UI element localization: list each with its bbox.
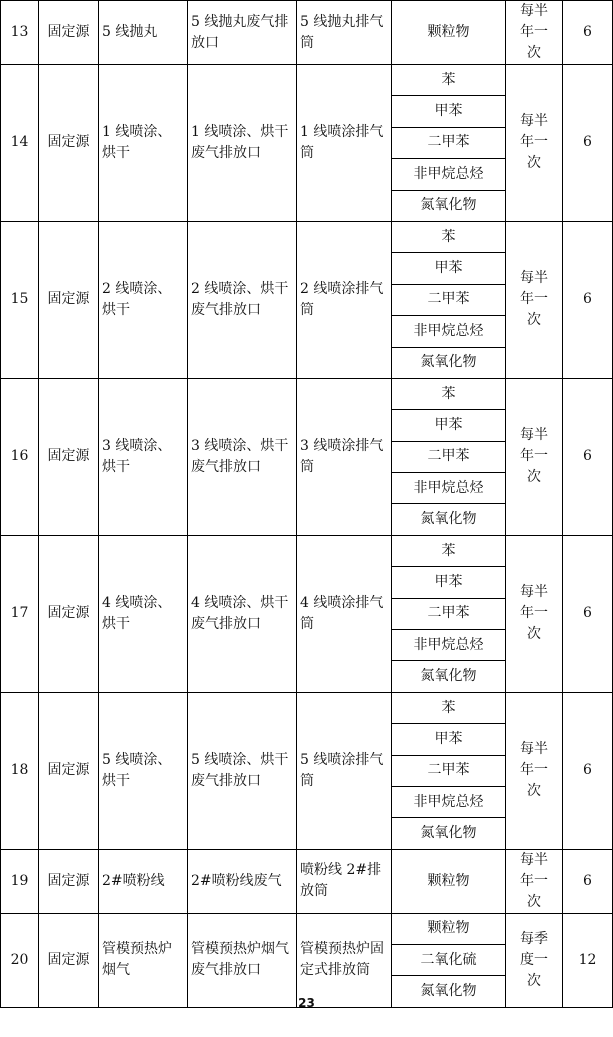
pollutant-cell: 氮氧化物 bbox=[392, 976, 506, 1007]
table-row bbox=[1, 692, 613, 723]
frequency-cell: 每半年一次 bbox=[506, 535, 563, 692]
table-row bbox=[1, 849, 613, 913]
times-cell: 6 bbox=[563, 65, 613, 222]
emission-source-cell: 2 线喷涂、烘干 bbox=[99, 221, 188, 378]
outlet-name-cell: 3 线喷涂、烘干废气排放口 bbox=[188, 378, 297, 535]
outlet-name-cell: 1 线喷涂、烘干废气排放口 bbox=[188, 65, 297, 222]
pollutant-cell: 二甲苯 bbox=[392, 284, 506, 315]
pollutant-cell: 二甲苯 bbox=[392, 598, 506, 629]
times-cell: 12 bbox=[563, 913, 613, 1007]
times-cell: 6 bbox=[563, 378, 613, 535]
source-type-cell: 固定源 bbox=[39, 692, 99, 849]
frequency-cell: 每半年一次 bbox=[506, 221, 563, 378]
row-number-cell: 15 bbox=[1, 221, 39, 378]
row-number-cell: 18 bbox=[1, 692, 39, 849]
times-cell: 6 bbox=[563, 692, 613, 849]
pollutant-cell: 氮氧化物 bbox=[392, 661, 506, 692]
row-number-cell: 13 bbox=[1, 1, 39, 65]
source-type-cell: 固定源 bbox=[39, 535, 99, 692]
pollutant-cell: 氮氧化物 bbox=[392, 818, 506, 849]
source-type-cell: 固定源 bbox=[39, 65, 99, 222]
frequency-cell: 每半年一次 bbox=[506, 378, 563, 535]
pollutant-cell: 非甲烷总烃 bbox=[392, 316, 506, 347]
table-row bbox=[1, 65, 613, 96]
stack-name-cell: 喷粉线 2#排放筒 bbox=[297, 849, 392, 913]
pollutant-cell: 氮氧化物 bbox=[392, 190, 506, 221]
pollutant-cell: 甲苯 bbox=[392, 410, 506, 441]
frequency-cell: 每半年一次 bbox=[506, 849, 563, 913]
emission-source-cell: 5 线喷涂、烘干 bbox=[99, 692, 188, 849]
frequency-cell: 每季度一次 bbox=[506, 913, 563, 1007]
pollutant-cell: 二甲苯 bbox=[392, 755, 506, 786]
pollutant-cell: 颗粒物 bbox=[392, 849, 506, 913]
times-cell: 6 bbox=[563, 535, 613, 692]
outlet-name-cell: 管模预热炉烟气废气排放口 bbox=[188, 913, 297, 1007]
emission-source-cell: 管模预热炉烟气 bbox=[99, 913, 188, 1007]
outlet-name-cell: 2 线喷涂、烘干废气排放口 bbox=[188, 221, 297, 378]
emission-source-cell: 5 线抛丸 bbox=[99, 1, 188, 65]
pollutant-cell: 苯 bbox=[392, 378, 506, 409]
pollutant-cell: 颗粒物 bbox=[392, 1, 506, 65]
stack-name-cell: 2 线喷涂排气筒 bbox=[297, 221, 392, 378]
pollutant-cell: 二甲苯 bbox=[392, 441, 506, 472]
outlet-name-cell: 5 线喷涂、烘干废气排放口 bbox=[188, 692, 297, 849]
table-row bbox=[1, 913, 613, 944]
pollutant-cell: 氮氧化物 bbox=[392, 347, 506, 378]
pollutant-cell: 苯 bbox=[392, 535, 506, 566]
table-body bbox=[1, 1, 613, 1008]
stack-name-cell: 5 线喷涂排气筒 bbox=[297, 692, 392, 849]
stack-name-cell: 4 线喷涂排气筒 bbox=[297, 535, 392, 692]
row-number-cell: 17 bbox=[1, 535, 39, 692]
stack-name-cell: 管模预热炉固定式排放筒 bbox=[297, 913, 392, 1007]
table-row bbox=[1, 378, 613, 409]
pollutant-cell: 二甲苯 bbox=[392, 127, 506, 158]
stack-name-cell: 3 线喷涂排气筒 bbox=[297, 378, 392, 535]
row-number-cell: 20 bbox=[1, 913, 39, 1007]
pollutant-cell: 苯 bbox=[392, 692, 506, 723]
emission-source-cell: 4 线喷涂、烘干 bbox=[99, 535, 188, 692]
source-type-cell: 固定源 bbox=[39, 378, 99, 535]
pollutant-cell: 颗粒物 bbox=[392, 913, 506, 944]
outlet-name-cell: 2#喷粉线废气 bbox=[188, 849, 297, 913]
source-type-cell: 固定源 bbox=[39, 849, 99, 913]
pollutant-cell: 甲苯 bbox=[392, 253, 506, 284]
times-cell: 6 bbox=[563, 1, 613, 65]
pollutant-cell: 氮氧化物 bbox=[392, 504, 506, 535]
pollutant-cell: 非甲烷总烃 bbox=[392, 473, 506, 504]
table-row bbox=[1, 1, 613, 65]
emission-source-cell: 1 线喷涂、烘干 bbox=[99, 65, 188, 222]
times-cell: 6 bbox=[563, 221, 613, 378]
frequency-cell: 每半年一次 bbox=[506, 65, 563, 222]
pollutant-cell: 非甲烷总烃 bbox=[392, 786, 506, 817]
row-number-cell: 14 bbox=[1, 65, 39, 222]
emission-source-cell: 3 线喷涂、烘干 bbox=[99, 378, 188, 535]
pollutant-cell: 非甲烷总烃 bbox=[392, 159, 506, 190]
table-row bbox=[1, 221, 613, 252]
times-cell: 6 bbox=[563, 849, 613, 913]
pollutant-cell: 甲苯 bbox=[392, 567, 506, 598]
outlet-name-cell: 5 线抛丸废气排放口 bbox=[188, 1, 297, 65]
outlet-name-cell: 4 线喷涂、烘干废气排放口 bbox=[188, 535, 297, 692]
stack-name-cell: 5 线抛丸排气筒 bbox=[297, 1, 392, 65]
pollutant-cell: 非甲烷总烃 bbox=[392, 630, 506, 661]
row-number-cell: 19 bbox=[1, 849, 39, 913]
page-number: 23 bbox=[298, 996, 315, 1010]
pollutant-cell: 甲苯 bbox=[392, 724, 506, 755]
emission-source-cell: 2#喷粉线 bbox=[99, 849, 188, 913]
source-type-cell: 固定源 bbox=[39, 1, 99, 65]
pollutant-cell: 苯 bbox=[392, 65, 506, 96]
source-type-cell: 固定源 bbox=[39, 221, 99, 378]
table-row bbox=[1, 535, 613, 566]
pollutant-cell: 甲苯 bbox=[392, 96, 506, 127]
pollutant-cell: 苯 bbox=[392, 221, 506, 252]
pollutant-cell: 二氧化硫 bbox=[392, 945, 506, 976]
frequency-cell: 每半年一次 bbox=[506, 1, 563, 65]
source-type-cell: 固定源 bbox=[39, 913, 99, 1007]
frequency-cell: 每半年一次 bbox=[506, 692, 563, 849]
stack-name-cell: 1 线喷涂排气筒 bbox=[297, 65, 392, 222]
row-number-cell: 16 bbox=[1, 378, 39, 535]
